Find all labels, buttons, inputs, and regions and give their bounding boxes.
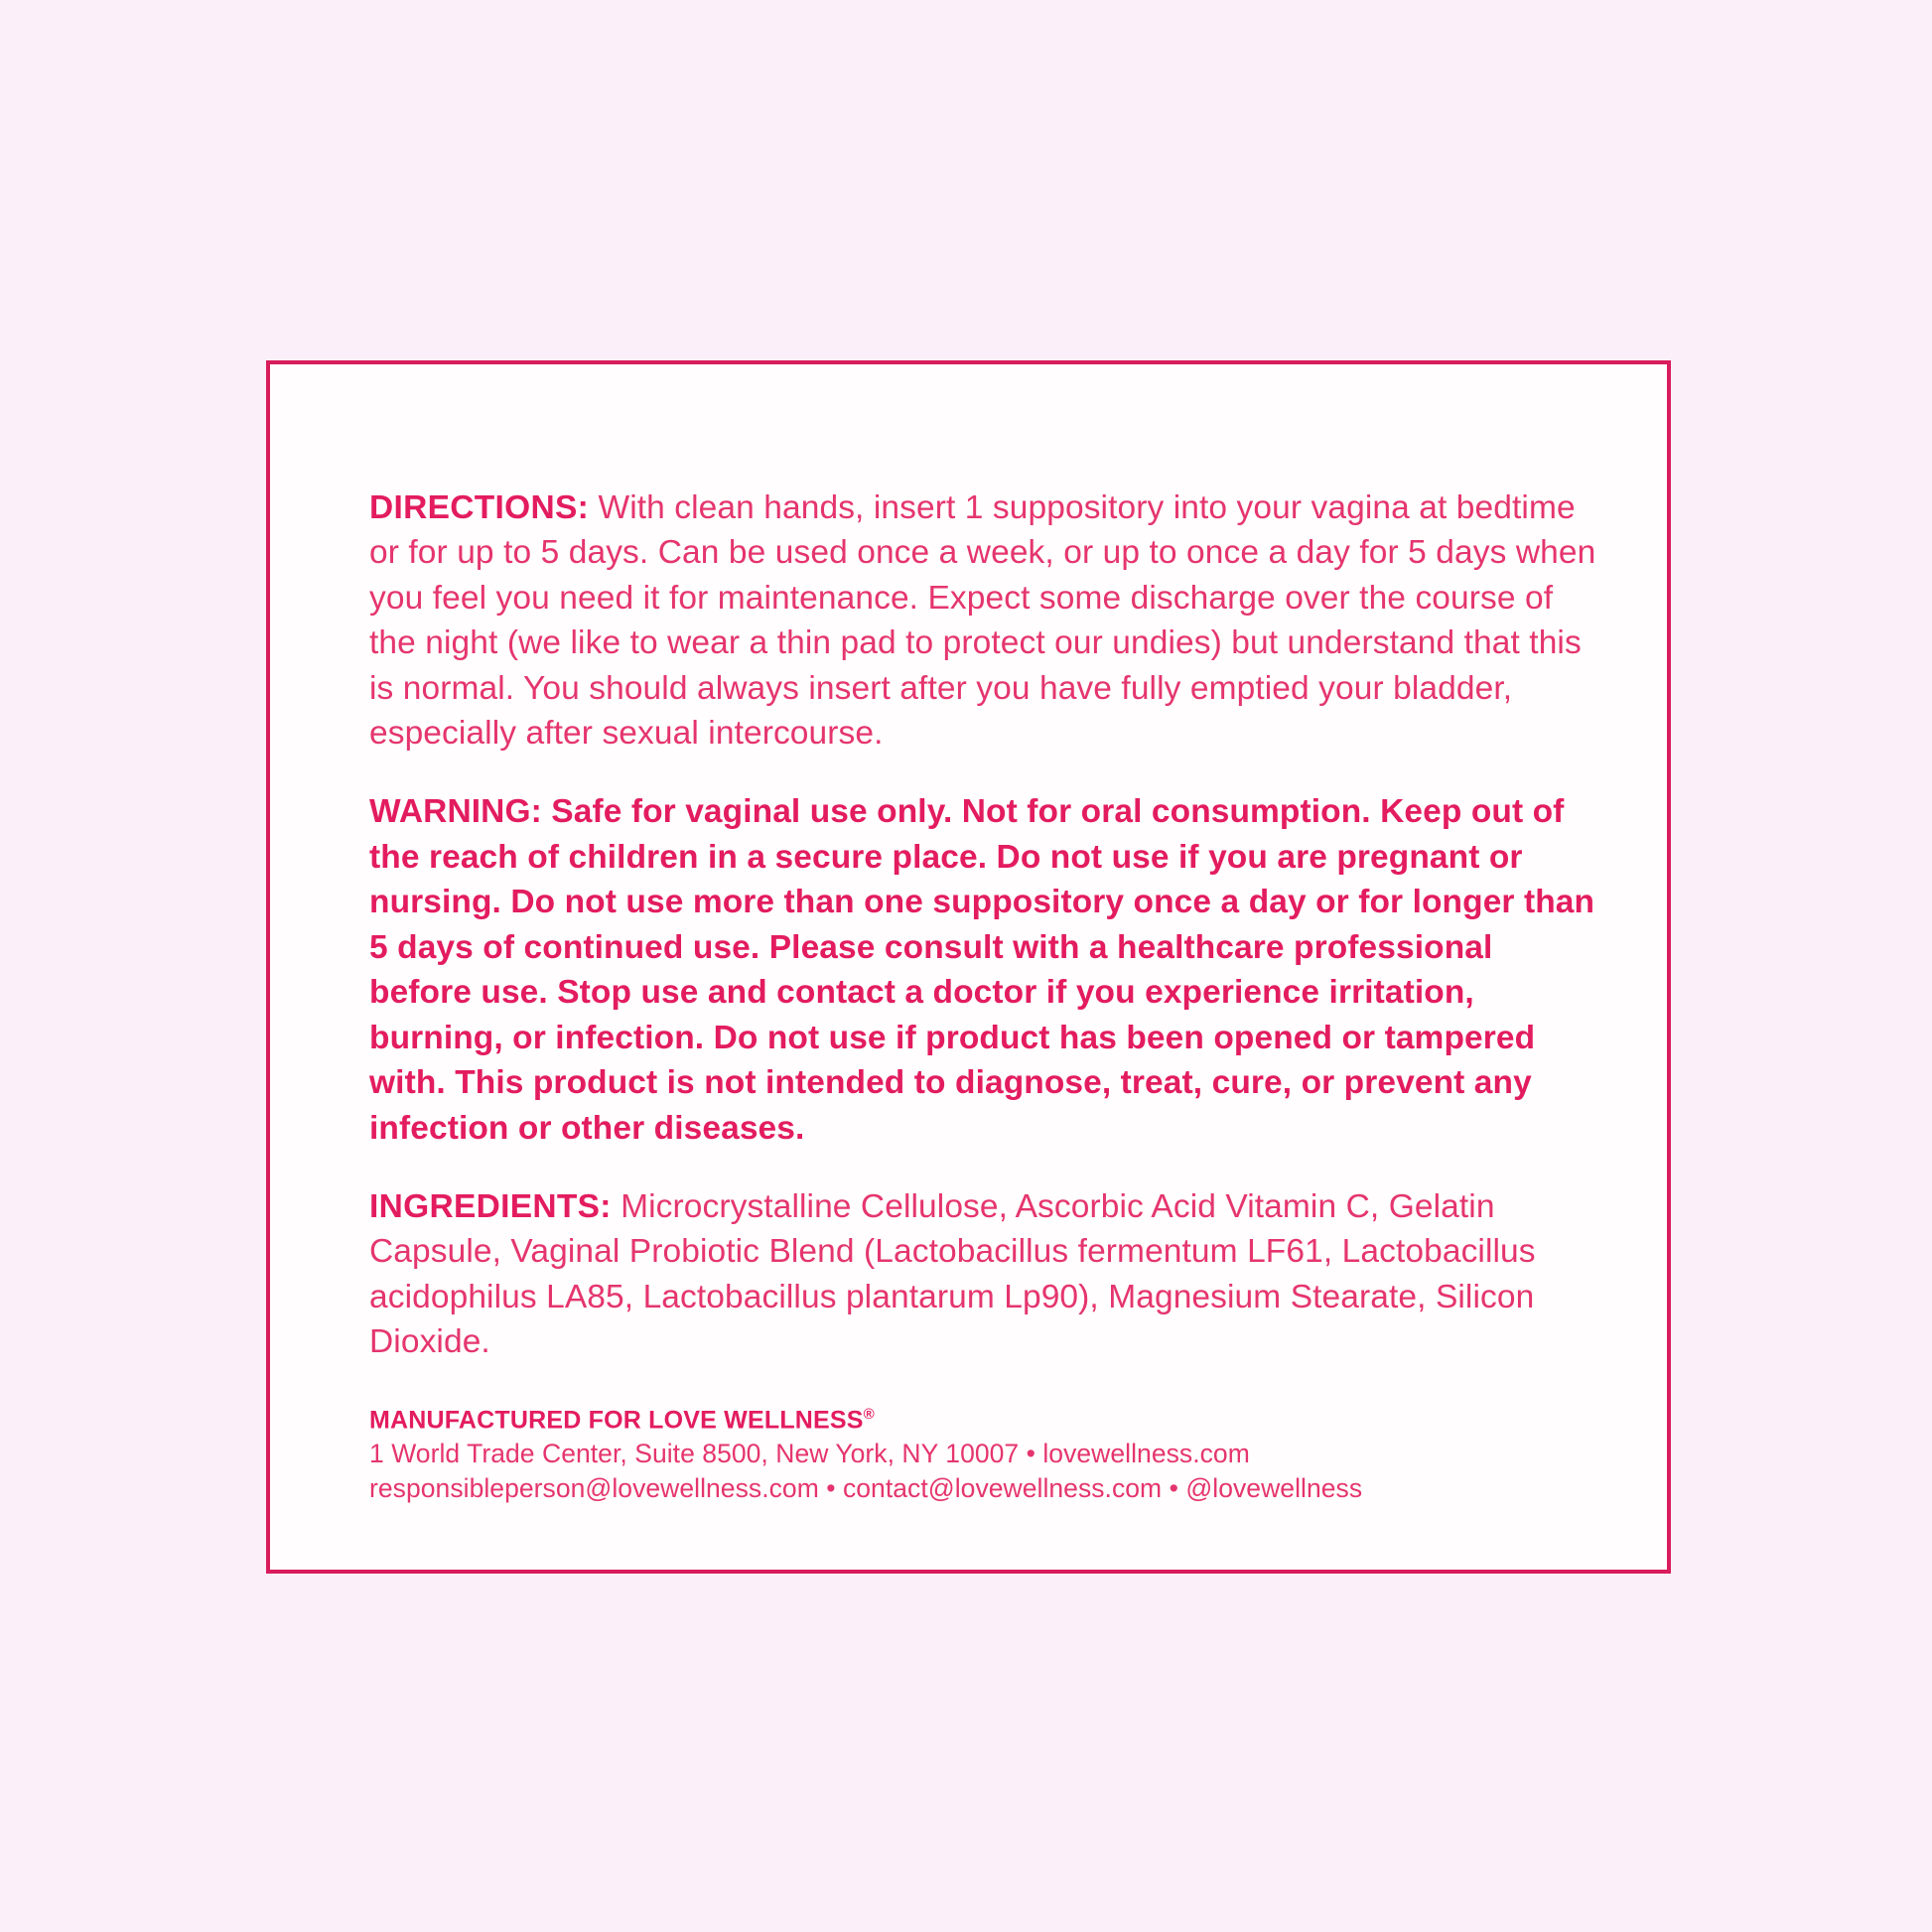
registered-trademark-icon: ®	[863, 1406, 875, 1423]
directions-heading: DIRECTIONS:	[369, 488, 590, 526]
manufacturer-block	[369, 1398, 1600, 1506]
manufacturer-address: 1 World Trade Center, Suite 8500, New York, NY 10007 • lovewellness.com	[369, 1439, 1250, 1469]
manufacturer-title-text: MANUFACTURED FOR LOVE WELLNESS	[369, 1406, 864, 1435]
label-content	[369, 452, 1600, 1506]
warning-paragraph: WARNING: Safe for vaginal use only. Not for oral consumption. Keep out of the reach of children in a secure place. Do not use if you are pregnant or nursing. Do not use more than one suppository once a day or for longer than 5 days of continued use. Please consult with a healthcare professional before use. Stop use and contact a doctor if you experience irritation, burning, or infection. Do not use if product has been opened or tampered with. This product is not intended to diagnose, treat, cure, or prevent any infection or other diseases.	[369, 793, 1595, 1147]
ingredients-paragraph	[369, 1184, 1600, 1365]
directions-text: With clean hands, insert 1 suppository into your vagina at bedtime or for up to 5 days. Can be used once a week, or up to once a day for 5 days when you feel you need it for maintenance. Expect some discharge over the course of the night (we like to wear a thin pad to protect our undies) but understand that this is normal. You should always insert after you have fully emptied your bladder, especially after sexual intercourse.	[369, 488, 1596, 752]
directions-paragraph	[369, 485, 1600, 757]
ingredients-text: Microcrystalline Cellulose, Ascorbic Acid Vitamin C, Gelatin Capsule, Vaginal Probiotic Blend (Lactobacillus fermentum LF61, Lactobacillus acidophilus LA85, Lactobacillus plantarum Lp90), Magnesium Stearate, Silicon Dioxide.	[369, 1187, 1536, 1360]
manufacturer-contact: responsibleperson@lovewellness.com • contact@lovewellness.com • @lovewellness	[369, 1473, 1363, 1504]
product-label-card	[266, 360, 1671, 1574]
ingredients-heading: INGREDIENTS:	[369, 1187, 612, 1225]
manufacturer-title	[369, 1398, 1600, 1437]
